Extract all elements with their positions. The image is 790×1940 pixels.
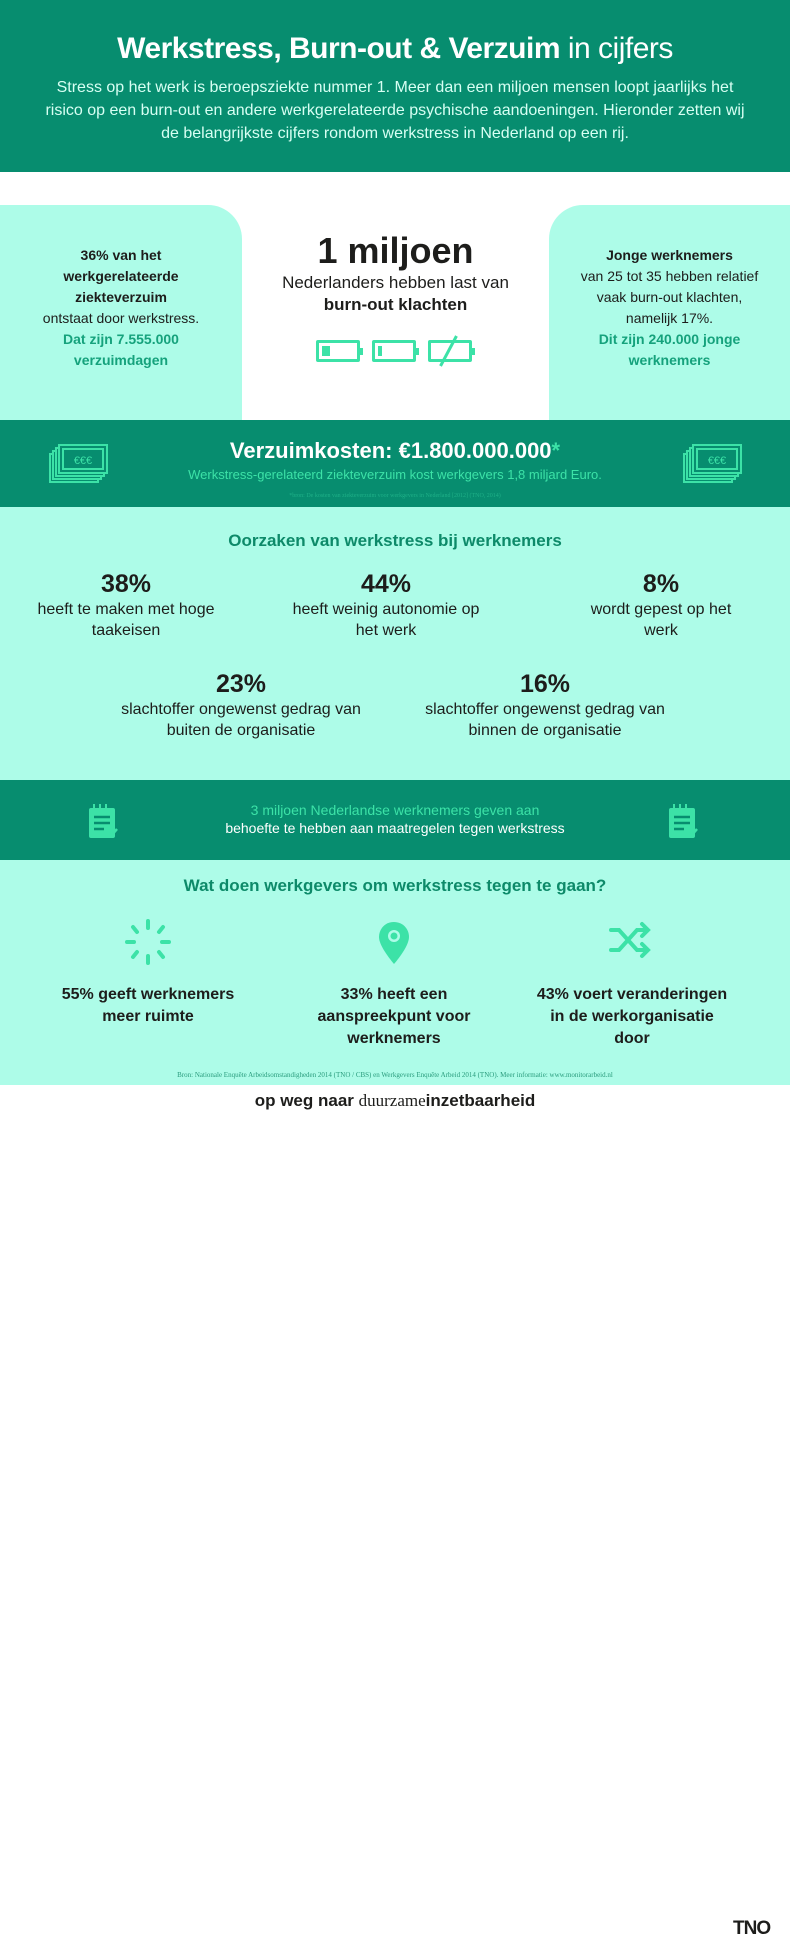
cost-source: *bron: De kosten van ziekteverzuim voor werkgevers in Nederland [2012] (TNO, 2014): [289, 493, 501, 499]
cause-pct: 8%: [642, 570, 680, 598]
svg-text:€€€: €€€: [707, 455, 727, 467]
loading-spinner-icon: [124, 918, 172, 966]
cause-text: slachtoffer ongewenst gedrag van buiten de organisatie: [121, 701, 361, 739]
cause-text: slachtoffer ongewenst gedrag van binnen de organisatie: [425, 701, 665, 739]
employer-measure: 43% voert veranderingen in de werkorganisatie door: [536, 986, 728, 1047]
source-note: Bron: Nationale Enquête Arbeidsomstandigheden 2014 (TNO / CBS) en Werkgevers Enquête Arbeid 2014 (TNO). Meer informatie: www.monitorarbeid.nl: [177, 1071, 613, 1079]
intro-text: Stress op het werk is beroepsziekte nummer 1. Meer dan een miljoen mensen loopt jaarlijks het risico op een burn-out en andere werkgerelateerde psychische aandoeningen. Hieronder zetten wij de belangrijkste cijfers rondom werkstress in Nederland op een rij.: [45, 79, 745, 142]
cause-item: [26, 569, 226, 641]
needs-band: [0, 780, 790, 860]
cause-pct: 44%: [360, 570, 412, 598]
cause-item: [116, 669, 366, 741]
tno-logo: TNO: [733, 1918, 771, 1939]
stat-card-right: [549, 205, 790, 420]
cost-band: [0, 420, 790, 507]
battery-low-icon: [316, 340, 360, 362]
shuffle-icon: [608, 920, 652, 960]
cause-item: [418, 669, 672, 741]
page-title: [0, 32, 790, 66]
location-pin-icon: [377, 920, 411, 966]
cost-title: [0, 438, 790, 464]
cause-pct: 38%: [100, 570, 152, 598]
svg-text:€€€: €€€: [73, 455, 93, 467]
band-line-2: behoefte te hebben aan maatregelen tegen werkstress: [225, 820, 565, 836]
cost-amount: Verzuimkosten: €1.800.000.000: [229, 438, 552, 463]
band-line-1: 3 miljoen Nederlandse werknemers geven aan: [250, 802, 540, 818]
causes-heading: Oorzaken van werkstress bij werknemers: [228, 531, 562, 550]
asterisk: *: [551, 438, 561, 463]
card-text: van 25 tot 35 hebben relatief vaak burn-out klachten, namelijk 17%.: [580, 268, 759, 326]
card-bold: Jonge werknemers: [606, 247, 733, 263]
cause-text: wordt gepest op het werk: [590, 601, 732, 639]
cause-item: [286, 569, 486, 641]
cause-text: heeft te maken met hoge taakeisen: [37, 601, 215, 639]
battery-lower-icon: [372, 340, 416, 362]
cause-item: [576, 569, 746, 641]
employers-heading: Wat doen werkgevers om werkstress tegen te gaan?: [183, 876, 607, 895]
card-bold: 36% van het werkgerelateerde ziekteverzuim: [63, 247, 179, 305]
cause-pct: 23%: [215, 670, 267, 698]
employer-measure: 55% geeft werknemers meer ruimte: [61, 986, 235, 1025]
footer-tagline: [0, 1091, 790, 1111]
title-light: in cijfers: [567, 32, 673, 65]
battery-empty-icon: [428, 340, 472, 362]
center-bold: burn-out klachten: [323, 295, 468, 314]
employer-measure: 33% heeft een aanspreekpunt voor werknemers: [317, 986, 471, 1047]
card-highlight: Dat zijn 7.555.000 verzuimdagen: [63, 331, 179, 368]
center-text: Nederlanders hebben last van: [282, 273, 509, 292]
card-highlight: Dit zijn 240.000 jonge werknemers: [598, 331, 741, 368]
causes-section: [0, 507, 790, 780]
tagline-a: op weg naar: [254, 1091, 359, 1110]
card-text: ontstaat door werkstress.: [42, 310, 200, 326]
tagline-b: duurzame: [358, 1091, 426, 1110]
title-bold: Werkstress, Burn-out & Verzuim: [117, 32, 561, 65]
cost-subtitle: Werkstress-gerelateerd ziekteverzuim kost werkgevers 1,8 miljard Euro.: [188, 467, 602, 482]
battery-icons: [316, 340, 476, 366]
stat-card-left: [0, 205, 242, 420]
big-number: 1 miljoen: [317, 230, 474, 271]
cause-pct: 16%: [519, 670, 571, 698]
header: [0, 0, 790, 172]
tagline-c: inzetbaarheid: [425, 1091, 536, 1110]
cause-text: heeft weinig autonomie op het werk: [292, 601, 480, 639]
center-stat: [242, 230, 549, 316]
